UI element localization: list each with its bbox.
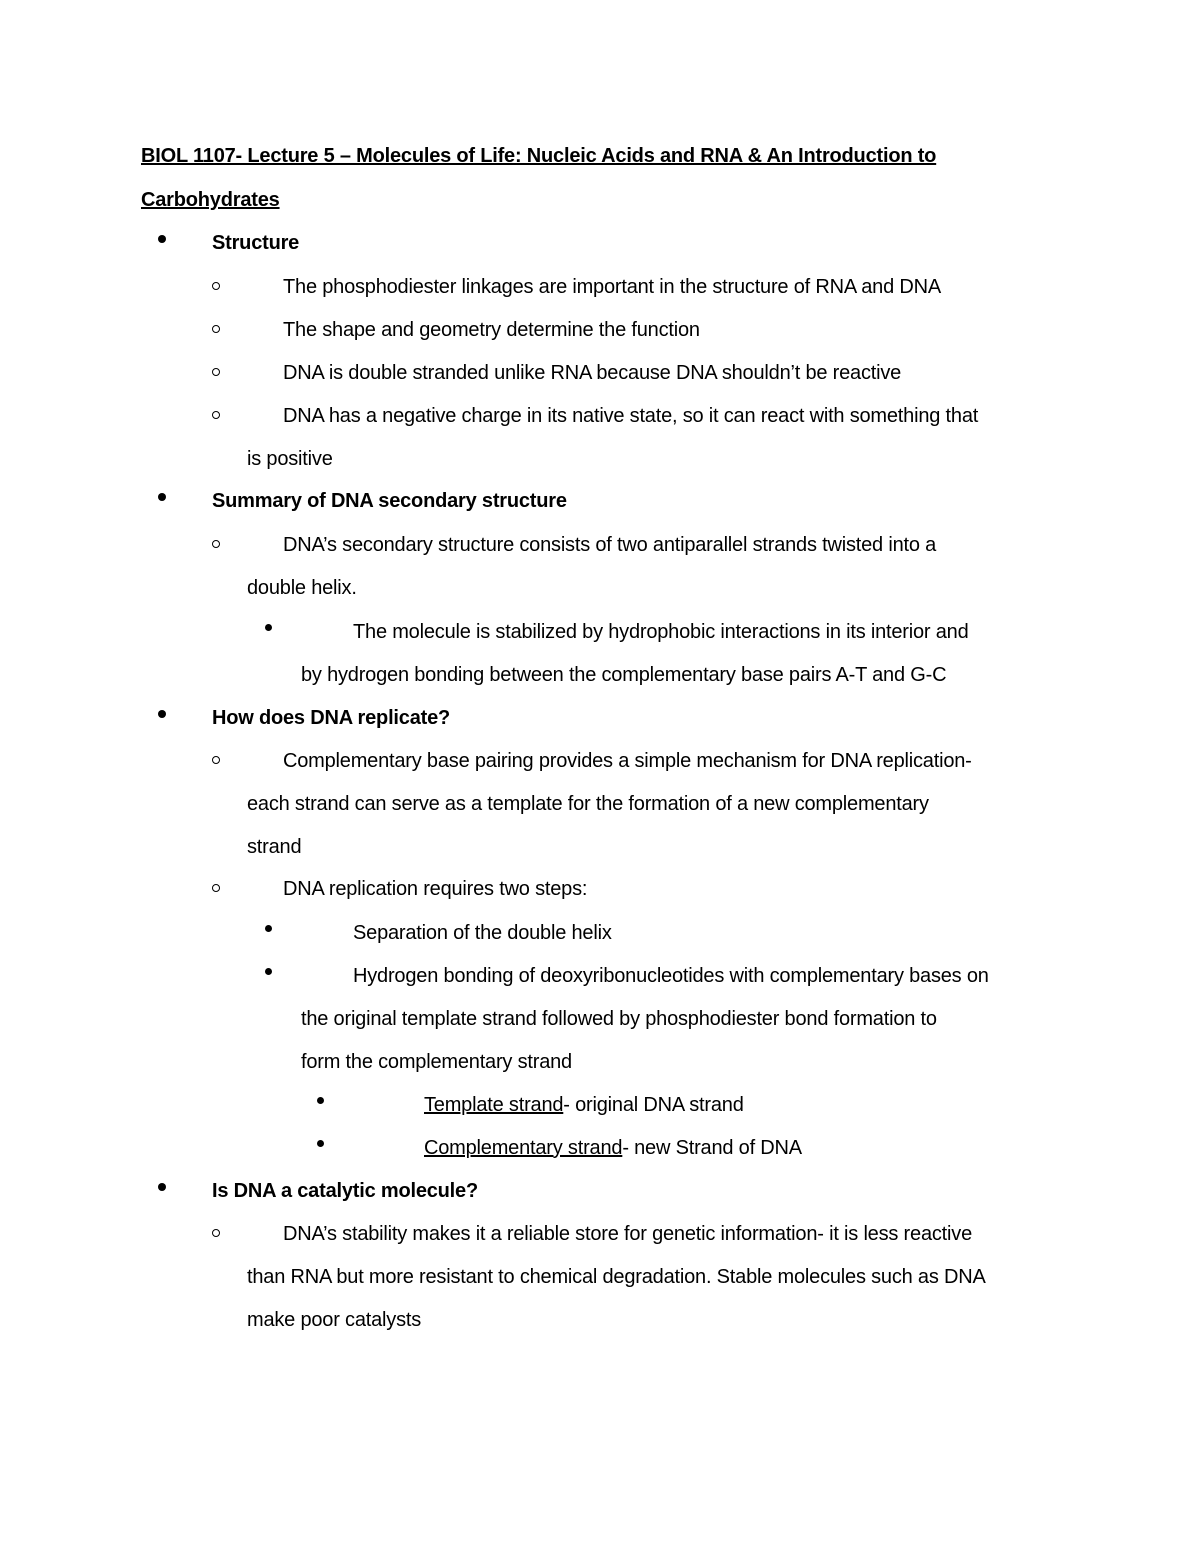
list-item: The shape and geometry determine the function: [283, 319, 700, 341]
list-item: DNA’s stability makes it a reliable store for genetic information- it is less reactive: [283, 1223, 972, 1245]
list-item-continuation: double helix.: [247, 577, 357, 599]
definition-text: - original DNA strand: [563, 1094, 744, 1116]
section-heading-catalytic: Is DNA a catalytic molecule?: [212, 1180, 478, 1202]
bullet-disc-icon: [265, 968, 272, 975]
bullet-circle-icon: [212, 884, 220, 892]
definition-term: Template strand: [424, 1094, 564, 1116]
sub-list-item-continuation: by hydrogen bonding between the complementary base pairs A-T and G-C: [301, 664, 947, 686]
list-item: DNA replication requires two steps:: [283, 878, 588, 900]
bullet-disc-icon: [158, 710, 166, 718]
sub-list-item: The molecule is stabilized by hydrophobic interactions in its interior and: [353, 621, 969, 643]
bullet-circle-icon: [212, 756, 220, 764]
sub-list-item: Separation of the double helix: [353, 922, 612, 944]
definition-item-template-strand: [424, 1093, 744, 1117]
section-heading-secondary-structure: Summary of DNA secondary structure: [212, 490, 567, 512]
list-item: DNA is double stranded unlike RNA because DNA shouldn’t be reactive: [283, 362, 902, 384]
list-item-continuation: strand: [247, 836, 302, 858]
bullet-disc-icon: [265, 624, 272, 631]
sub-list-item-continuation: the original template strand followed by phosphodiester bond formation to: [301, 1008, 937, 1030]
bullet-disc-icon: [317, 1097, 324, 1104]
bullet-circle-icon: [212, 1229, 220, 1237]
bullet-circle-icon: [212, 411, 220, 419]
bullet-disc-icon: [158, 1183, 166, 1191]
sub-list-item: Hydrogen bonding of deoxyribonucleotides with complementary bases on: [353, 965, 989, 987]
list-item: DNA has a negative charge in its native state, so it can react with something that: [283, 405, 979, 427]
bullet-disc-icon: [158, 493, 166, 501]
bullet-circle-icon: [212, 540, 220, 548]
bullet-disc-icon: [158, 235, 166, 243]
list-item-continuation: each strand can serve as a template for the formation of a new complementary: [247, 793, 929, 815]
bullet-circle-icon: [212, 282, 220, 290]
document-title-line-2: Carbohydrates: [141, 189, 280, 211]
definition-item-complementary-strand: [424, 1136, 802, 1160]
bullet-circle-icon: [212, 368, 220, 376]
bullet-disc-icon: [317, 1140, 324, 1147]
bullet-disc-icon: [265, 925, 272, 932]
definition-text: - new Strand of DNA: [622, 1137, 802, 1159]
list-item-continuation: make poor catalysts: [247, 1309, 422, 1331]
list-item: The phosphodiester linkages are important in the structure of RNA and DNA: [283, 276, 941, 298]
list-item-continuation: than RNA but more resistant to chemical degradation. Stable molecules such as DNA: [247, 1266, 986, 1288]
sub-list-item-continuation: form the complementary strand: [301, 1051, 572, 1073]
definition-term: Complementary strand: [424, 1137, 623, 1159]
bullet-circle-icon: [212, 325, 220, 333]
list-item: Complementary base pairing provides a simple mechanism for DNA replication-: [283, 750, 972, 772]
document-title-line-1: BIOL 1107- Lecture 5 – Molecules of Life: Nucleic Acids and RNA & An Introduction to: [141, 145, 937, 167]
list-item: DNA’s secondary structure consists of two antiparallel strands twisted into a: [283, 534, 937, 556]
section-heading-structure: Structure: [212, 232, 300, 254]
section-heading-replicate: How does DNA replicate?: [212, 707, 451, 729]
list-item-continuation: is positive: [247, 448, 333, 470]
